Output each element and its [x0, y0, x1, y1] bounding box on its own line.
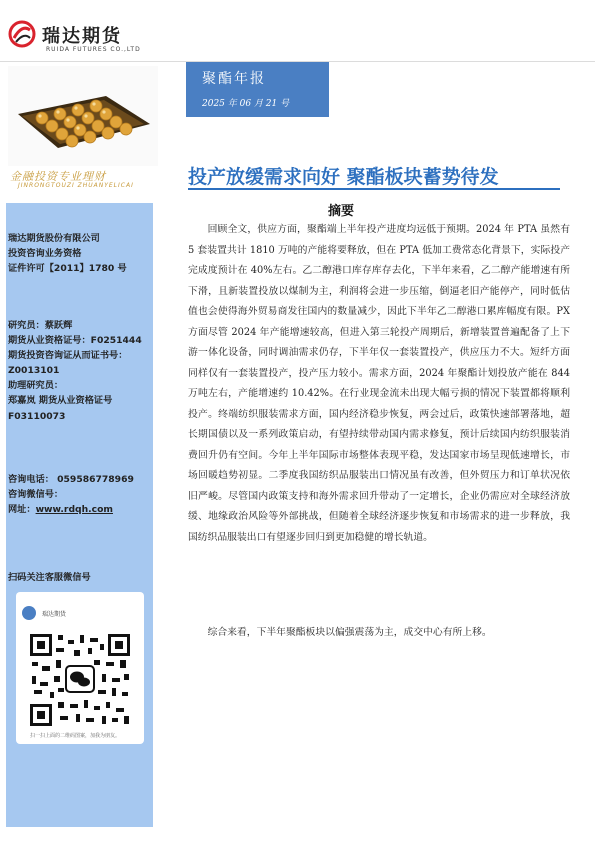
consult-phone: 咨询电话： 059586778969	[8, 474, 134, 485]
assistant-name: 郑嘉岚 期货从业资格证号	[8, 395, 113, 406]
website-row	[8, 503, 113, 517]
report-headline: 投产放缓需求向好 聚酯板块蓄势待发	[188, 166, 499, 188]
abstract-title: 摘要	[328, 204, 355, 219]
website-label: 网址：	[8, 504, 36, 515]
company-name: 瑞达期货股份有限公司	[8, 233, 100, 244]
gold-chocolate-box-image	[8, 66, 158, 166]
researcher-cert: 期货从业资格证号：F0251444	[8, 335, 142, 346]
company-logo	[8, 20, 158, 60]
logo-name-cn: 瑞达期货	[42, 26, 122, 47]
assistant-label: 助理研究员：	[8, 380, 64, 391]
website-link[interactable]: www.rdqh.com	[35, 504, 113, 515]
ruida-logo-icon	[8, 20, 36, 48]
qr-code-icon	[28, 632, 132, 728]
qr-label: 扫码关注客服微信号	[8, 572, 91, 583]
slogan-cn: 金融投资专业理财	[10, 170, 106, 183]
researcher-advisor-label: 期货投资咨询证从而证书号：	[8, 350, 128, 361]
slogan-en: JINRONGTOUZI ZHUANYELICAI	[18, 182, 134, 189]
report-banner	[186, 62, 329, 117]
consult-wechat: 咨询微信号：	[8, 489, 64, 500]
abstract-paragraph-1: 回顾全文，供应方面，聚酯端上半年投产进度均远低于预期。2024 年 PTA 虽然有 5 套装置共计 1810 万吨的产能将要释放，但在 PTA 低加工费常态化背景下，实际投产完成度预计在 40%左右。乙二醇港口库存库存去化，下半年来看，乙二醇产能增速有所下滑，且新装置投放以煤制为主，利润将会进一步压缩，倒逼老旧产能停产，同时低估值也会使得海外贸易商发往国内的数量减少，因此下半年乙二醇港口累库幅度有限。PX 方面尽管 2024 年产能增速较高，但进入第三轮投产周期后，新增装置普遍配备了上下游一体化设备，同时调油需求仍存，下半年仅一套装置投产，供应压力不大。短纤方面同样仅有一套装置投产，投产压力较小。需求方面，2024 年聚酯计划投放产能在 844 万吨左右，产能增速约 10.42%。在行业现金流未出现大幅亏损的情况下装置都将顺利投产。终端纺织服装需求方面，国内经济稳步恢复，两会过后，政策快速部署落地，超长期国债以及一系列政策启动，有望持续带动国内需求修复，预计后续国内纺织服装消费回升仍有空间。今年上半年国际市场整体表现平稳，发达国家市场呈现低速增长，市场回暖趋势初显。二季度我国纺织品服装出口情况虽有改善，但外贸压力和订单状况依旧严峻。尽管国内政策支持和海外需求回升带动了一定增长，企业仍需应对全球经济放缓、地缘政治风险等外部挑战，但随着全球经济逐步恢复和市场需求的进一步释放，我国纺织品服装出口有望逐步回归到更加稳健的增长轨道。	[188, 224, 570, 543]
headline-underline	[188, 188, 560, 190]
qualification: 投资咨询业务资格	[8, 248, 82, 259]
license-number: 证件许可【2011】1780 号	[8, 263, 127, 274]
assistant-cert: F03110073	[8, 411, 66, 422]
qr-avatar-icon	[22, 606, 36, 620]
researcher-name: 研究员：蔡跃辉	[8, 320, 73, 331]
researcher-advisor-no: Z0013101	[8, 365, 60, 376]
logo-name-en: RUIDA FUTURES CO.,LTD	[46, 46, 141, 53]
report-date: 2025 年 06 月 21 号	[202, 99, 290, 109]
abstract-paragraph-2: 综合来看，下半年聚酯板块以偏强震荡为主，成交中心有所上移。	[207, 627, 492, 638]
qr-brand: 瑞达期货	[42, 611, 67, 618]
qr-caption: 扫一扫上面的二维码图案，加我为朋友。	[30, 733, 121, 739]
report-type: 聚酯年报	[202, 71, 266, 87]
wechat-qr-card	[16, 592, 144, 744]
